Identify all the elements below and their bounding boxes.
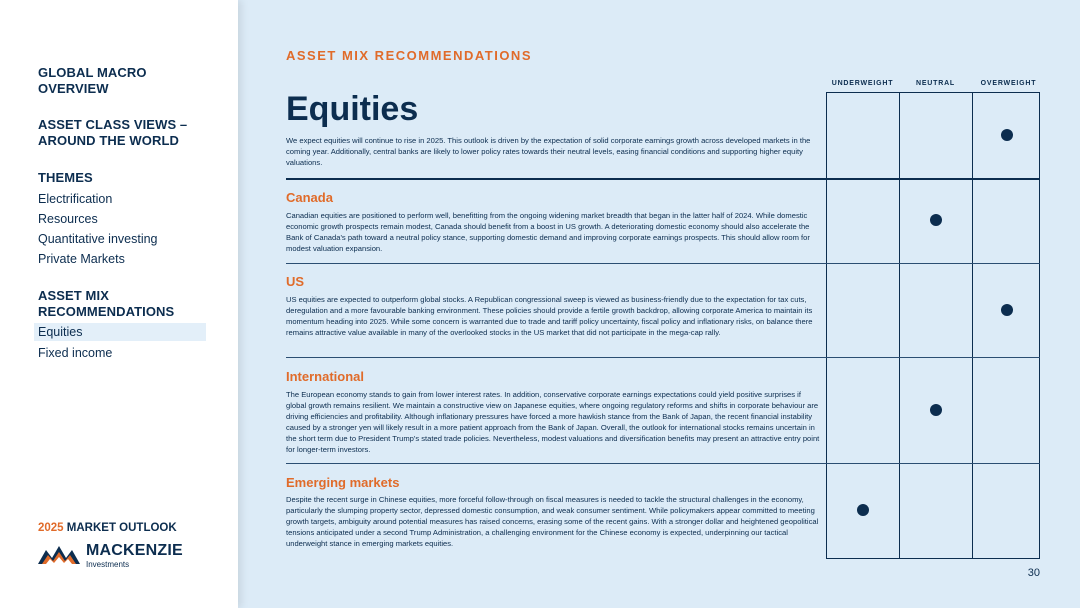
outlook-year: 2025: [38, 522, 64, 534]
nav-item-resources[interactable]: Resources: [38, 212, 98, 226]
region-title-international: International: [286, 369, 365, 384]
row-divider: [286, 178, 1040, 180]
rating-dot-canada: [930, 214, 942, 226]
region-text-us: US equities are expected to outperform global stocks. A Republican congressional sweep is viewed as business-friendly due to the expectation for tax cuts, deregulation and a more favourable banking environment. These policies should provide a fertile growth backdrop, allowing corporate America to maintain its momentum heading into 2025. While some concern is warranted due to trade and tariff policy uncertainty, fiscal policy and inflationary risks, on balance there remains attractive value available in many of the overlooked stocks in the US market that did not participate in the mega-cap rally.: [286, 295, 813, 337]
row-divider: [286, 357, 1040, 358]
outlook-text: MARKET OUTLOOK: [66, 522, 177, 534]
mackenzie-mark-icon: [38, 542, 80, 566]
nav-asset-class-views[interactable]: [38, 117, 187, 149]
nav-item-electrification[interactable]: Electrification: [38, 192, 113, 206]
nav-asset-mix-recommendations[interactable]: [38, 288, 174, 320]
nav-item-fixed-income[interactable]: Fixed income: [38, 346, 113, 360]
region-title-us: US: [286, 274, 305, 289]
intro-text: We expect equities will continue to rise in 2025. This outlook is driven by the expectation of solid corporate earnings growth across developed markets in the coming year. Additionally, central banks are likely to lower policy rates towards their neutral levels, easing financial conditions and supporting higher equity valuations.: [286, 136, 811, 167]
nav-global-macro-overview[interactable]: [38, 65, 147, 97]
column-header-neutral: NEUTRAL: [915, 80, 956, 87]
market-outlook-label: [38, 522, 177, 534]
brand-subtitle: Investments: [86, 560, 130, 569]
section-label: ASSET MIX RECOMMENDATIONS: [286, 48, 532, 63]
nav-heading-line: RECOMMENDATIONS: [38, 304, 175, 319]
page-number: 30: [1027, 567, 1040, 579]
rating-grid: [826, 92, 1040, 559]
sidebar-nav: [0, 0, 238, 608]
nav-heading-line: OVERVIEW: [38, 81, 109, 96]
nav-item-private-markets[interactable]: Private Markets: [38, 252, 125, 266]
grid-divider: [972, 92, 973, 559]
nav-item-equities[interactable]: Equities: [34, 323, 206, 341]
rating-dot-intro: [1001, 129, 1013, 141]
nav-heading-line: GLOBAL MACRO: [38, 65, 147, 80]
region-title-canada: Canada: [286, 190, 333, 205]
region-text-international: The European economy stands to gain from lower interest rates. In addition, conservative corporate earnings expectations could yield positive surprises if global growth remains resilient. We maintain a constructive view on Japanese equities, where ongoing regulatory reforms and shifts in corporate behaviour are driving efficiencies and profitability. Although inflationary pressures have forced a more hawkish stance from the Bank of Japan, the recent financial instability caused by a stronger yen will likely result in a more patient approach from the Bank of Japan. Overall, the outlook for international stocks remains uncertain in the short term due to President Trump's stated trade policies. Nevertheless, modest valuations and diversification benefits may present an attractive entry point for longer-term investors.: [286, 390, 820, 454]
nav-themes[interactable]: THEMES: [38, 170, 93, 185]
rating-dot-international: [930, 404, 942, 416]
region-title-emerging-markets: Emerging markets: [286, 475, 400, 490]
rating-dot-us: [1001, 304, 1013, 316]
nav-item-quantitative-investing[interactable]: Quantitative investing: [38, 232, 158, 246]
row-divider: [286, 463, 1040, 464]
nav-heading-line: ASSET CLASS VIEWS –: [38, 117, 188, 132]
brand-name: MACKENZIE: [86, 542, 183, 559]
row-divider: [286, 263, 1040, 264]
rating-dot-emerging-markets: [857, 504, 869, 516]
region-text-canada: Canadian equities are positioned to perform well, benefitting from the ongoing widening market breadth that began in the latter half of 2024. While domestic economic growth prospects remain modest, Canada should benefit from a boost in US growth. A deteriorating domestic economy should also accelerate the Bank of Canada's path toward a neutral policy stance, supporting domestic demand and improving corporate earnings prospects. This should allow room for modest valuation expansion.: [286, 211, 810, 253]
nav-heading-line: AROUND THE WORLD: [38, 133, 179, 148]
grid-divider: [899, 92, 900, 559]
page-title: Equities: [286, 90, 419, 128]
column-header-underweight: UNDERWEIGHT: [831, 80, 894, 87]
nav-heading-line: ASSET MIX: [38, 288, 109, 303]
mackenzie-logo: [38, 540, 188, 570]
main-content: [238, 0, 1080, 608]
region-text-emerging-markets: Despite the recent surge in Chinese equities, more forceful follow-through on fiscal measures is needed to tackle the structural challenges in the economy, particularly the slumping property sector, depressed domestic consumption, and weak consumer sentiment. While policymakers appear committed to meeting growth targets, ambiguity around potential measures has raised concerns, erasing some of the recent gains. With a stronger dollar and heightened geopolitical tensions anticipated under a second Trump Administration, a challenging environment for the Chinese economy is expected, underpinning our tactical underweight stance in emerging markets equities.: [286, 495, 819, 548]
column-header-overweight: OVERWEIGHT: [980, 80, 1037, 87]
